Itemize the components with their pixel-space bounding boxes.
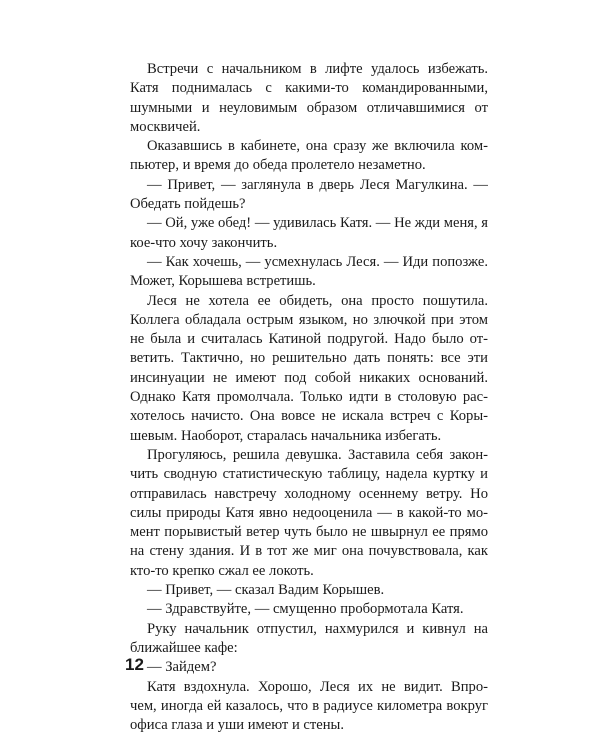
text-line: не была и считалась Катиной подругой. Надо было от-	[130, 331, 488, 348]
text-line: чить сводную статистическую таблицу, надела куртку и	[130, 466, 488, 483]
text-line: Катя вздохнула. Хорошо, Леся их не видит. Впро-	[147, 678, 488, 695]
text-line: шевым. Наоборот, старалась начальника избегать.	[130, 427, 442, 444]
text-line: пьютер, и время до обеда пролетело незаметно.	[130, 157, 426, 174]
text-line: — Ой, уже обед! — удивилась Катя. — Не жди меня, я	[147, 215, 488, 232]
text-line: Коллега обладала острым языком, но злючкой при этом	[130, 311, 488, 328]
text-line: отправилась навстречу холодному осеннему ветру. Но	[130, 485, 488, 502]
text-line: Руку начальник отпустил, нахмурился и кивнул на	[147, 620, 488, 637]
text-line: Может, Корышева встретишь.	[130, 273, 316, 290]
text-line: мент порывистый ветер чуть было не швырнул ее прямо	[130, 524, 488, 541]
text-line: кто-то крепко сжал ее локоть.	[130, 562, 314, 579]
text-line: ближайшее кафе:	[130, 639, 238, 656]
text-line: — Зайдем?	[147, 659, 217, 676]
text-line: Леся не хотела ее обидеть, она просто пошутила.	[147, 292, 488, 309]
text-line: шумными и неуловимым образом отличавшимися от	[130, 99, 488, 116]
text-line: москвичей.	[130, 118, 201, 135]
text-line: — Привет, — сказал Вадим Корышев.	[147, 582, 385, 599]
text-line: силы природы Катя явно недооценила — в какой-то мо-	[130, 504, 488, 521]
text-line: — Здравствуйте, — смущенно пробормотала Катя.	[147, 601, 464, 618]
text-line: Прогуляюсь, решила девушка. Заставила себя закон-	[147, 446, 488, 463]
text-line: офиса глаза и уши имеют и стены.	[130, 717, 345, 734]
text-line: — Как хочешь, — усмехнулась Леся. — Иди попозже.	[147, 253, 488, 270]
text-line: хотелось начисто. Она вовсе не искала встреч с Коры-	[130, 408, 488, 425]
text-line: ветить. Тактично, но решительно дать понять: все эти	[130, 350, 488, 367]
text-line: — Привет, — заглянула в дверь Леся Магулкина. —	[147, 176, 488, 193]
text-line: Оказавшись в кабинете, она сразу же включила ком-	[147, 138, 488, 155]
text-line: чем, иногда ей казалось, что в радиусе километра вокруг	[130, 697, 488, 714]
text-line: Встречи с начальником в лифте удалось избежать.	[147, 61, 488, 77]
text-line: Однако Катя промолчала. Только идти в столовую рас-	[130, 389, 488, 406]
body-text	[130, 60, 488, 735]
text-line: инсинуации не имеют под собой никаких оснований.	[130, 369, 488, 386]
text-line: кое-что хочу закончить.	[130, 234, 278, 251]
text-line: Катя поднималась с какими-то командированными,	[130, 80, 488, 97]
page-number: 12	[125, 655, 144, 674]
text-line: Обедать пойдешь?	[130, 196, 246, 213]
text-line: на стену здания. И в тот же миг она почувствовала, как	[130, 543, 488, 560]
